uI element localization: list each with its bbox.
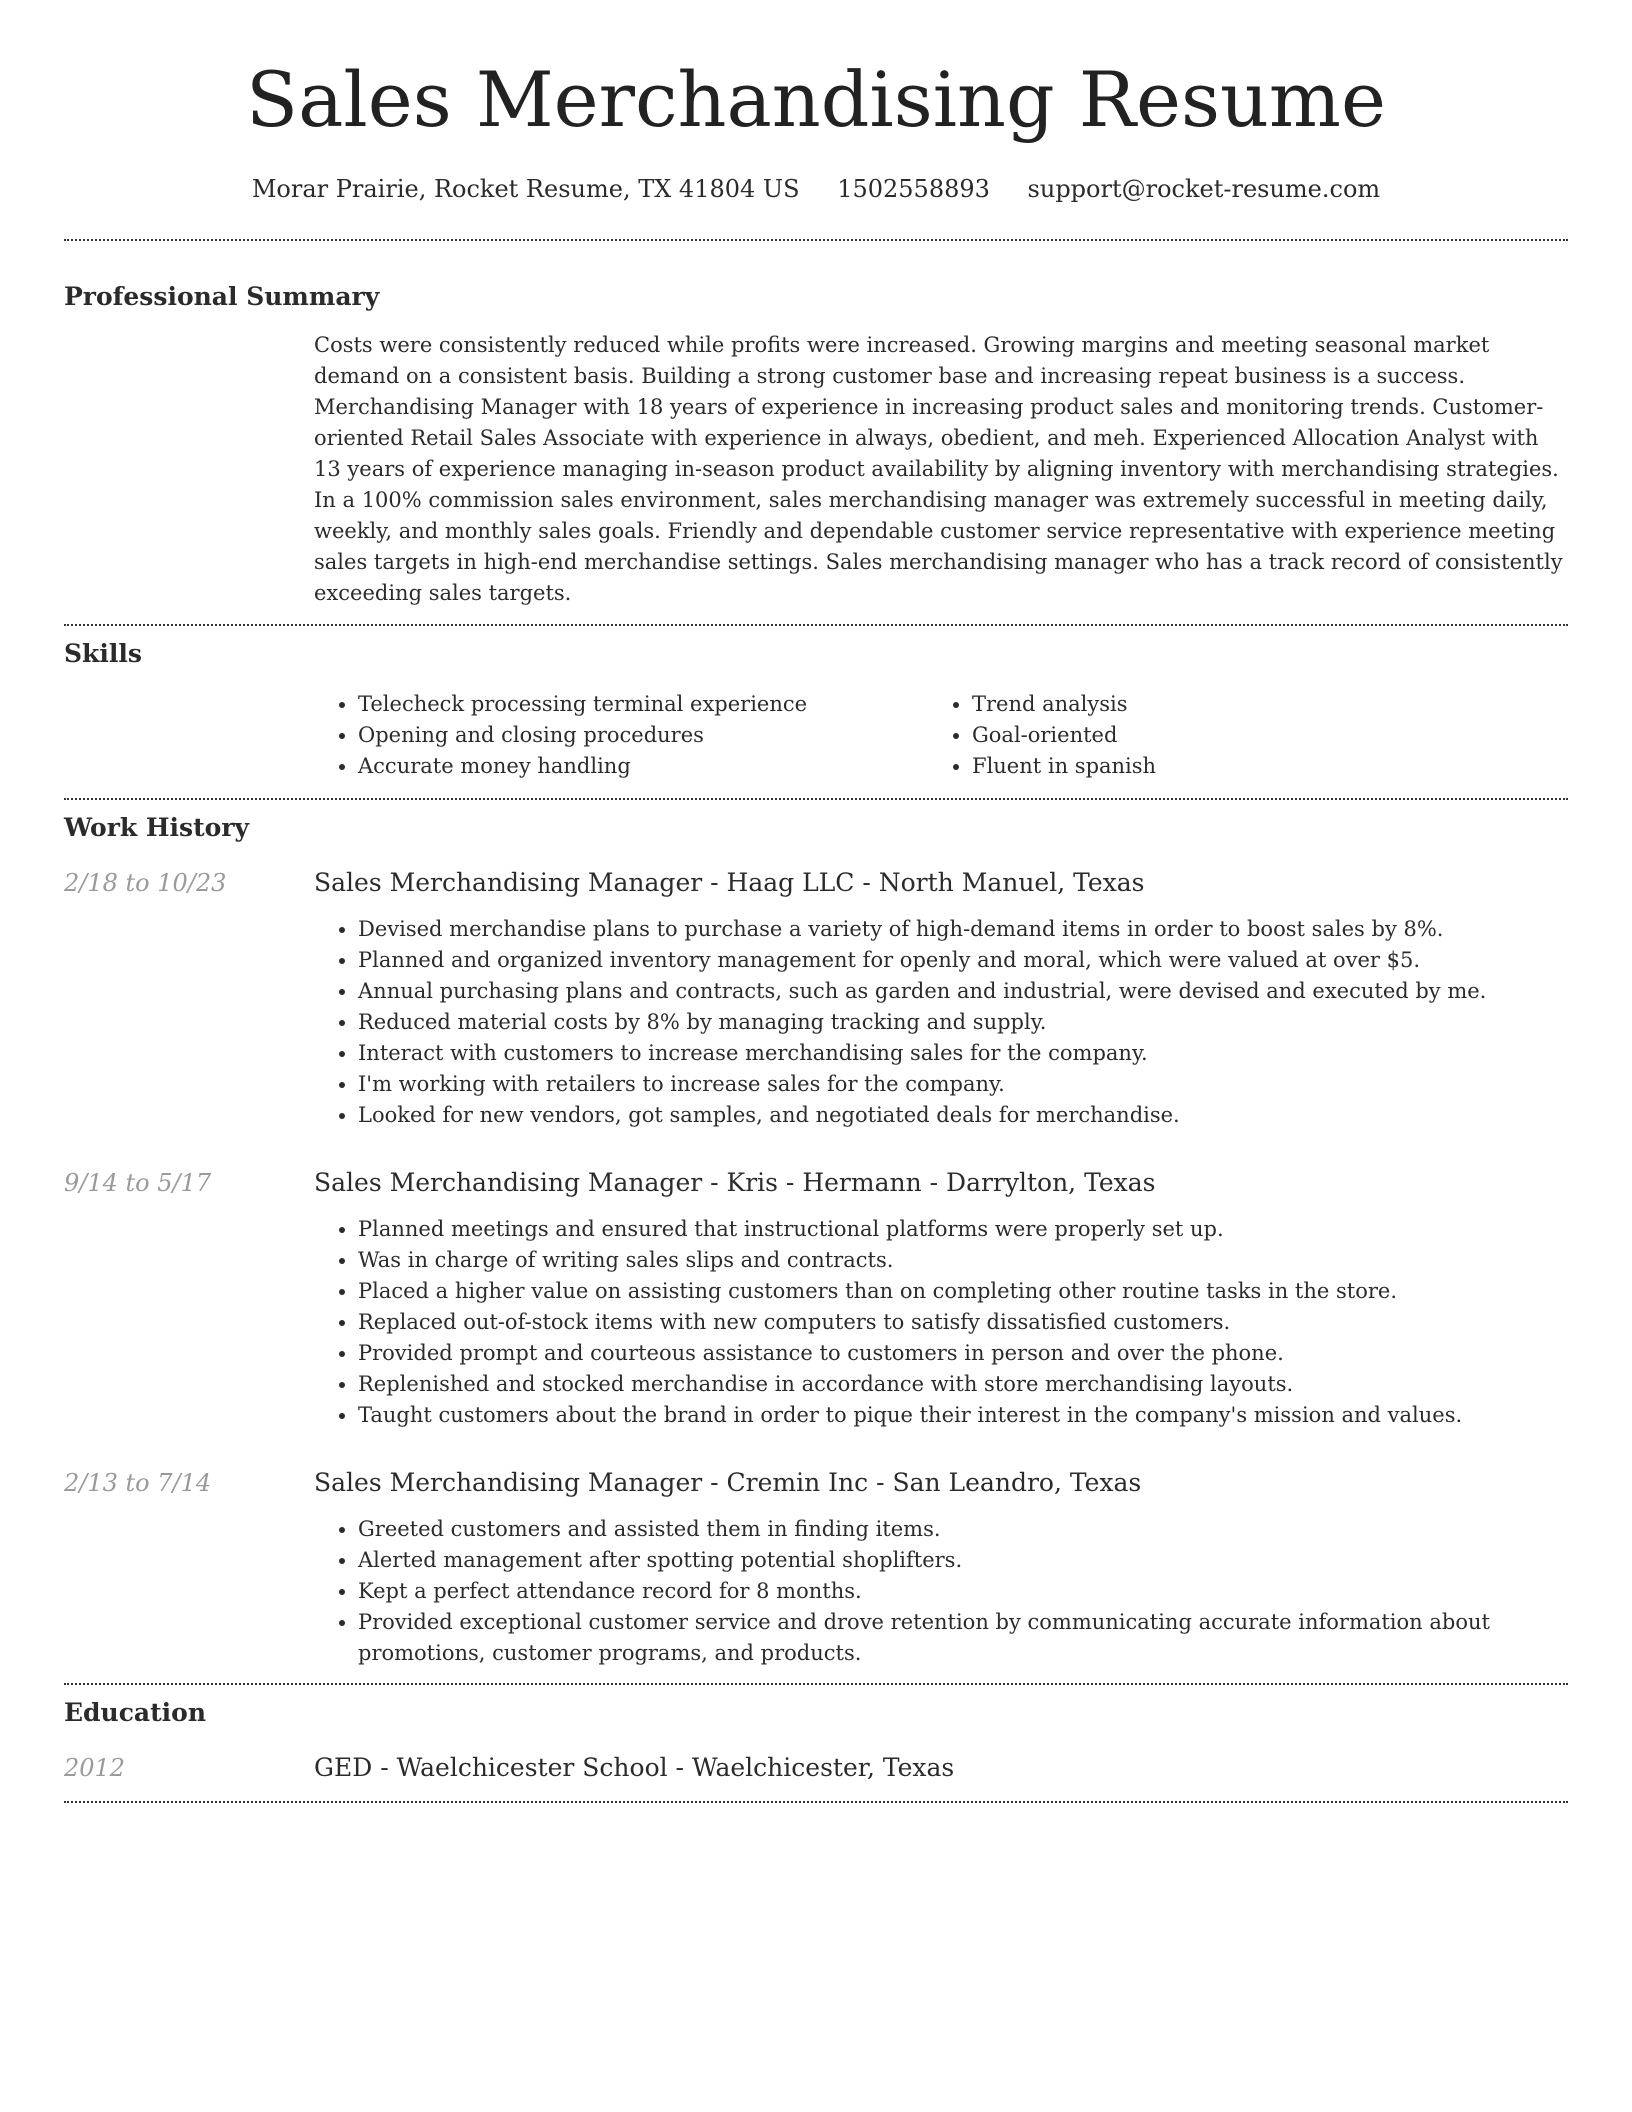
- job-entry: [64, 1466, 1568, 1669]
- job-bullet: • Planned meetings and ensured that instructional platforms were properly set up.: [358, 1214, 1568, 1245]
- skills-list: [314, 689, 1568, 782]
- skill-item: • Telecheck processing terminal experience: [358, 689, 928, 720]
- education-section: [64, 1685, 1568, 1785]
- job-title: Sales Merchandising Manager - Haag LLC - North Manuel, Texas: [314, 868, 1145, 897]
- job-bullet: • Greeted customers and assisted them in finding items.: [358, 1514, 1568, 1545]
- job-bullet: • Taught customers about the brand in order to pique their interest in the company's mission and values.: [358, 1400, 1568, 1431]
- skill-item: • Opening and closing procedures: [358, 720, 928, 751]
- work-history-section: [64, 800, 1568, 1669]
- job-bullets: [314, 1214, 1568, 1431]
- skills-heading: Skills: [64, 639, 142, 668]
- job-title: Sales Merchandising Manager - Kris - Hermann - Darrylton, Texas: [314, 1168, 1156, 1197]
- skill-item: • Fluent in spanish: [972, 751, 1542, 782]
- job-date: 2/18 to 10/23: [64, 869, 227, 897]
- job-bullet: • Was in charge of writing sales slips and contracts.: [358, 1245, 1568, 1276]
- job-bullet: • Kept a perfect attendance record for 8 months.: [358, 1576, 1568, 1607]
- contact-line: [64, 172, 1568, 206]
- skills-column-left: [314, 689, 928, 782]
- job-bullet: • Provided prompt and courteous assistance to customers in person and over the phone.: [358, 1338, 1568, 1369]
- job-title: Sales Merchandising Manager - Cremin Inc - San Leandro, Texas: [314, 1468, 1142, 1497]
- job-bullet: • Interact with customers to increase merchandising sales for the company.: [358, 1038, 1568, 1069]
- education-title: GED - Waelchicester School - Waelchicester, Texas: [314, 1753, 955, 1782]
- job-bullet: • Alerted management after spotting potential shoplifters.: [358, 1545, 1568, 1576]
- job-bullet: • Devised merchandise plans to purchase a variety of high-demand items in order to boost sales by 8%.: [358, 914, 1568, 945]
- job-bullets: [314, 914, 1568, 1131]
- job-bullet: • Annual purchasing plans and contracts, such as garden and industrial, were devised and executed by me.: [358, 976, 1568, 1007]
- job-bullet: • Looked for new vendors, got samples, and negotiated deals for merchandise.: [358, 1100, 1568, 1131]
- education-heading: Education: [64, 1698, 207, 1727]
- skills-section: [64, 626, 1568, 782]
- job-date: 9/14 to 5/17: [64, 1169, 212, 1197]
- summary-section: [64, 241, 1568, 609]
- job-bullet: • Placed a higher value on assisting customers than on completing other routine tasks in the store.: [358, 1276, 1568, 1307]
- education-entry: [64, 1751, 1568, 1785]
- job-bullet: • I'm working with retailers to increase sales for the company.: [358, 1069, 1568, 1100]
- contact-phone: 1502558893: [837, 175, 990, 203]
- work-history-heading: Work History: [64, 813, 250, 842]
- job-bullet: • Replaced out-of-stock items with new computers to satisfy dissatisfied customers.: [358, 1307, 1568, 1338]
- summary-text: Costs were consistently reduced while profits were increased. Growing margins and meeting seasonal market demand on a consistent basis. Building a strong customer base and increasing repeat business is a success. Merchandising Manager with 18 years of experience in increasing product sales and monitoring trends. Customer-oriented Retail Sales Associate with experience in always, obedient, and meh. Experienced Allocation Analyst with 13 years of experience managing in-season product availability by aligning inventory with merchandising strategies. In a 100% commission sales environment, sales merchandising manager was extremely successful in meeting daily, weekly, and monthly sales goals. Friendly and dependable customer service representative with experience meeting sales targets in high-end merchandise settings. Sales merchandising manager who has a track record of consistently exceeding sales targets.: [314, 333, 1563, 605]
- page-title: Sales Merchandising Resume: [246, 55, 1386, 144]
- job-bullet: • Reduced material costs by 8% by managing tracking and supply.: [358, 1007, 1568, 1038]
- skill-item: • Goal-oriented: [972, 720, 1542, 751]
- job-bullet: • Replenished and stocked merchandise in accordance with store merchandising layouts.: [358, 1369, 1568, 1400]
- job-date: 2/13 to 7/14: [64, 1469, 212, 1497]
- job-entry: [64, 1166, 1568, 1431]
- contact-address: Morar Prairie, Rocket Resume, TX 41804 US: [251, 175, 800, 203]
- contact-email: support@rocket-resume.com: [1027, 175, 1381, 203]
- skill-item: • Accurate money handling: [358, 751, 928, 782]
- skills-column-right: [928, 689, 1542, 782]
- skill-item: • Trend analysis: [972, 689, 1542, 720]
- job-bullet: • Planned and organized inventory management for openly and moral, which were valued at over $5.: [358, 945, 1568, 976]
- resume-page: [64, 0, 1568, 1803]
- job-bullets: [314, 1514, 1568, 1669]
- divider: [64, 1801, 1568, 1803]
- resume-header: [64, 0, 1568, 206]
- summary-heading: Professional Summary: [64, 282, 380, 311]
- job-bullet: • Provided exceptional customer service and drove retention by communicating accurate information about promotions, customer programs, and products.: [358, 1607, 1568, 1669]
- education-date: 2012: [64, 1754, 126, 1782]
- job-entry: [64, 866, 1568, 1131]
